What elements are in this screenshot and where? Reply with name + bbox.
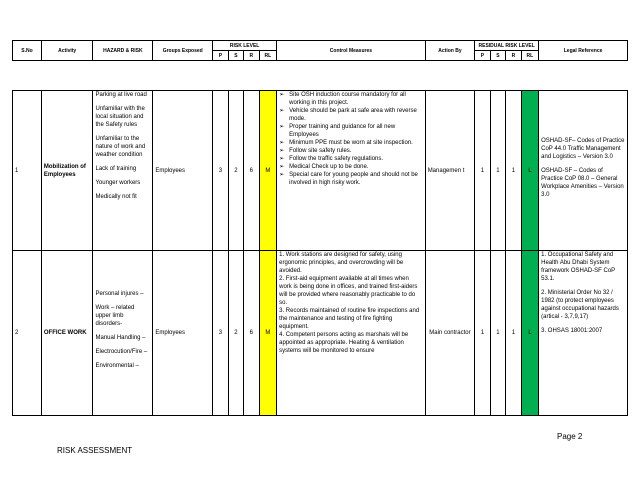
row-sno: 1	[13, 91, 42, 251]
arrow-bullet-icon: ➢	[279, 124, 285, 130]
row-legal	[539, 251, 628, 416]
row-activity: Mobilization of Employees	[41, 91, 93, 251]
row-groups: Employees	[153, 91, 213, 251]
row-p: 3	[213, 251, 228, 416]
control-item: 3. Records maintained of routine fire inspections and the maintenance and testing of fire fighting equipment.	[279, 308, 420, 330]
risk-table	[12, 90, 628, 416]
arrow-bullet-icon: ➢	[279, 164, 285, 170]
row-rp: 1	[475, 91, 490, 251]
header-rr: R	[506, 51, 521, 61]
arrow-bullet-icon: ➢	[279, 92, 285, 98]
hazard-item: Medically not fit	[95, 194, 137, 200]
arrow-bullet-icon: ➢	[279, 172, 285, 178]
row-rp: 1	[475, 251, 490, 416]
row-rrl-badge: L	[521, 251, 539, 416]
legal-item: 3. OHSAS 18001:2007	[541, 328, 603, 334]
hazard-item: Younger workers	[95, 180, 141, 186]
row-hazards	[93, 251, 153, 416]
control-item: 2. First-aid equipment available at all times when work is being done in offices, and trained first-aiders will be provided where reasonably practicable to do so.	[279, 276, 418, 306]
arrow-bullet-icon: ➢	[279, 108, 285, 114]
row-controls	[277, 91, 426, 251]
arrow-bullet-icon: ➢	[279, 156, 285, 162]
header-activity: Activity	[41, 41, 93, 61]
control-item: ➢ Minimum PPE must be worn at site inspection.	[279, 140, 413, 146]
hazard-item: Environmental –	[95, 363, 139, 369]
header-legal: Legal Reference	[539, 41, 628, 61]
header-hazard: HAZARD & RISK	[93, 41, 153, 61]
header-action: Action By	[425, 41, 475, 61]
legal-item: 2. Ministerial Order No 32 / 1982 (to protect employees against occupational hazards (artical - 3,7,9,17)	[541, 290, 619, 320]
hazard-item: Unfamiliar with the local situation and the Safety rules	[95, 106, 145, 128]
row-rl-badge: M	[259, 251, 277, 416]
row-rs: 1	[490, 251, 505, 416]
control-item: ➢ Site OSH induction course mandatory for all working in this project.	[279, 92, 406, 106]
control-item: 4. Competent persons acting as marshals will be appointed as appropriate. Heating & ventilation systems will be monitored to ensure	[279, 332, 409, 354]
row-action: Managemen t	[425, 91, 475, 251]
row-r: 6	[244, 251, 259, 416]
row-rr: 1	[506, 251, 521, 416]
row-s: 2	[228, 251, 243, 416]
footer-title: RISK ASSESSMENT	[57, 446, 133, 455]
header-risk-level: RISK LEVEL	[213, 41, 277, 51]
header-rrl: RL	[521, 51, 539, 61]
hazard-item: Lack of training	[95, 166, 137, 172]
table-row	[13, 91, 628, 251]
header-table	[12, 40, 628, 61]
header-residual: RESIDUAL RISK LEVEL	[475, 41, 539, 51]
row-s: 2	[228, 91, 243, 251]
hazard-item: Electrocution/Fire –	[95, 349, 148, 355]
header-control: Control Measures	[277, 41, 426, 61]
control-item: ➢ Proper training and guidance for all new Employees	[279, 124, 396, 138]
row-hazards	[93, 91, 153, 251]
header-sno: S.No	[13, 41, 42, 61]
row-rl-badge: M	[259, 91, 277, 251]
header-groups: Groups Exposed	[153, 41, 213, 61]
legal-item: OSHAD-SF– Codes of Practice CoP 44.0 Traffic Management and Logistics – Version 3.0	[541, 137, 625, 160]
table-row	[13, 251, 628, 416]
row-activity: OFFICE WORK	[41, 251, 93, 416]
row-rrl-badge: L	[521, 91, 539, 251]
legal-item: 1. Occupational Safety and Health Abu Dhabi System framework OSHAD-SF CoP 53.1.	[541, 252, 616, 282]
row-sno: 2	[13, 251, 42, 416]
arrow-bullet-icon: ➢	[279, 148, 285, 154]
header-s: S	[228, 51, 243, 61]
header-p: P	[213, 51, 228, 61]
row-rs: 1	[490, 91, 505, 251]
row-action: Main contractor	[425, 251, 475, 416]
legal-item: OSHAD-SF – Codes of Practice CoP 08.0 – General Workplace Amenities – Version 3.0	[541, 167, 624, 198]
header-rp: P	[475, 51, 490, 61]
hazard-item: Unfamiliar to the nature of work and weather condition	[95, 136, 146, 158]
header-rl: RL	[259, 51, 277, 61]
row-controls	[277, 251, 426, 416]
row-legal	[539, 91, 628, 251]
control-item: 1. Work stations are designed for safety, using ergonomic principles, and overcrowding will be avoided.	[279, 252, 404, 274]
row-groups: Employees	[153, 251, 213, 416]
hazard-item: Parking at live road	[95, 92, 147, 98]
control-item: ➢ Follow the traffic safety regulations.	[279, 156, 384, 162]
hazard-item: Personal injures –	[95, 291, 144, 297]
control-item: ➢ Vehicle should be park at safe area with reverse mode.	[279, 108, 417, 122]
row-rr: 1	[506, 91, 521, 251]
row-p: 3	[213, 91, 228, 251]
page-number: Page 2	[557, 432, 583, 441]
arrow-bullet-icon: ➢	[279, 140, 285, 146]
control-item: ➢ Special care for young people and should not be involved in high risky work.	[279, 172, 418, 186]
hazard-item: Work – related upper limb disorders-	[95, 305, 135, 327]
control-item: ➢ Follow site safety rules.	[279, 148, 352, 154]
control-item: ➢ Medical Check up to be done.	[279, 164, 369, 170]
hazard-item: Manual Handling –	[95, 335, 146, 341]
header-rs: S	[490, 51, 505, 61]
row-r: 6	[244, 91, 259, 251]
header-r: R	[244, 51, 259, 61]
